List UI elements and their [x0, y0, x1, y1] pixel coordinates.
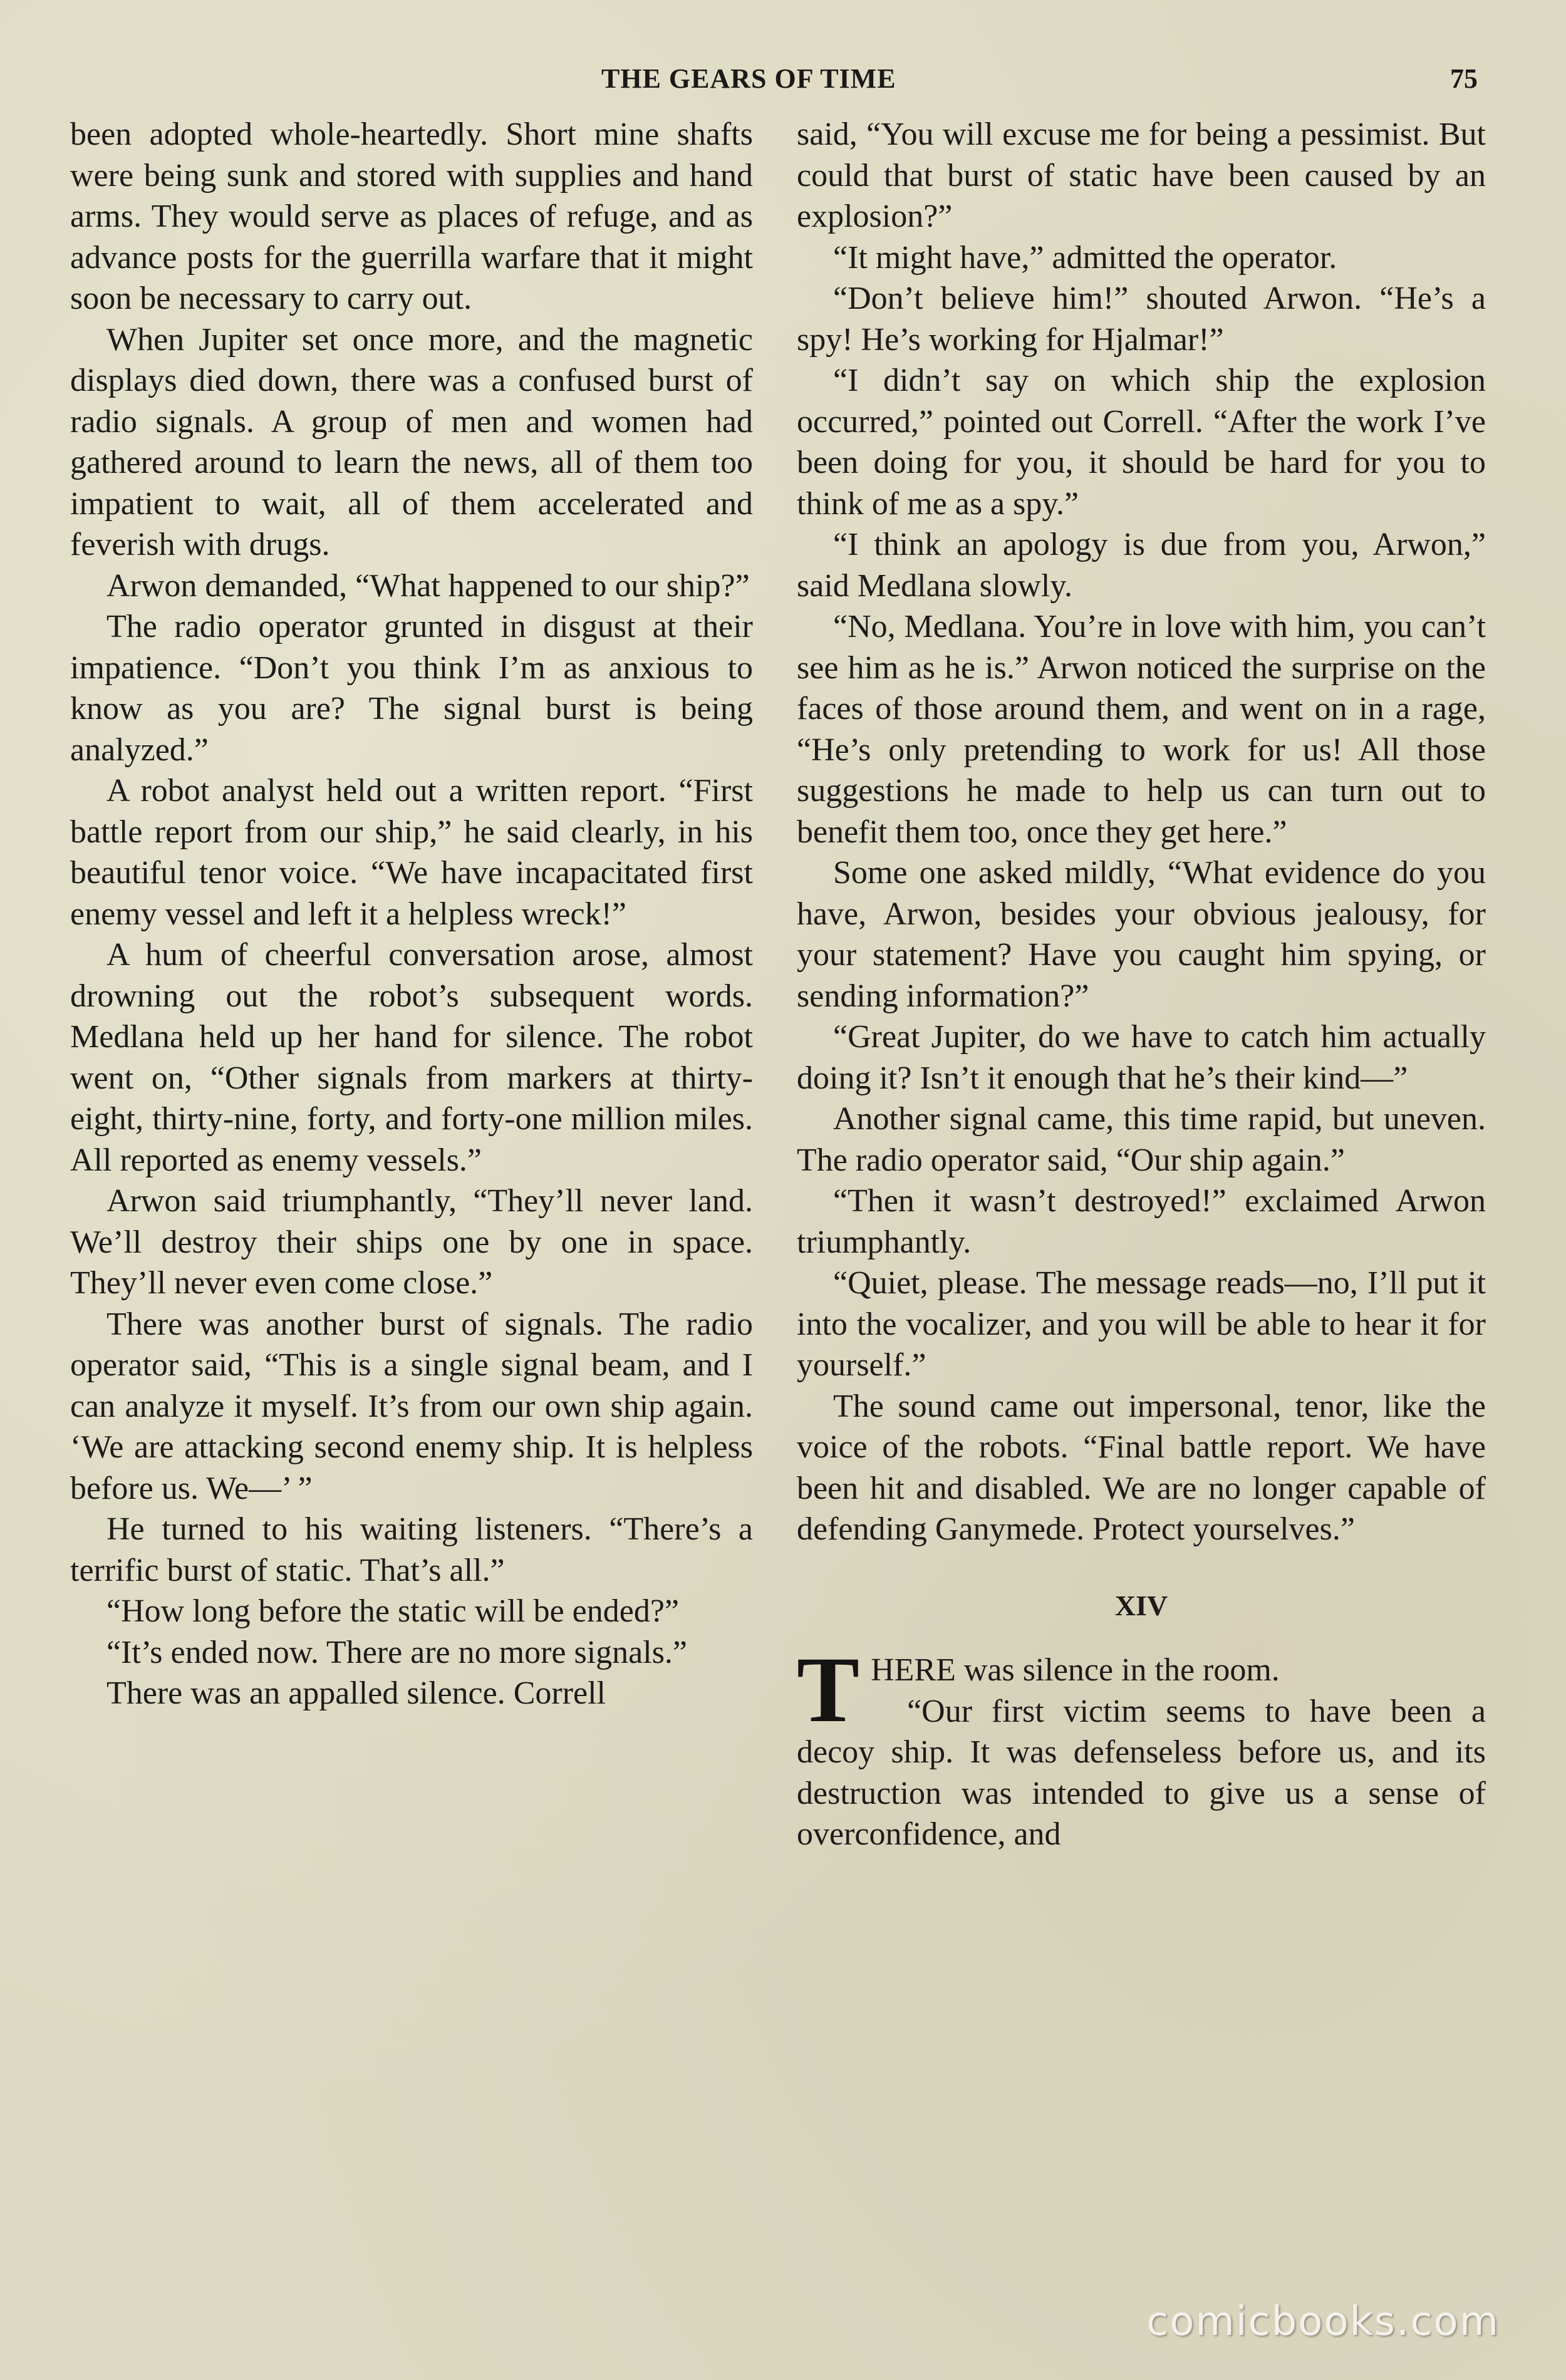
paragraph: “Don’t believe him!” shouted Arwon. “He’s a spy! He’s working for Hjalmar!” — [797, 281, 1486, 358]
page-number: 75 — [1450, 63, 1478, 94]
paragraph: He turned to his waiting listeners. “There’s a terrific burst of static. That’s all.” — [70, 1511, 753, 1588]
paragraph: Arwon demanded, “What happened to our ship?” — [106, 567, 750, 604]
paragraph: “Our first victim seems to have been a decoy ship. It was defenseless before us, and its destruction was intended to give us a sense of overconfidence, and — [797, 1693, 1486, 1852]
paragraph: “It’s ended now. There are no more signals.” — [106, 1634, 688, 1670]
site-watermark: comicbooks.com — [1146, 2299, 1500, 2345]
paragraph: Arwon said triumphantly, “They’ll never land. We’ll destroy their ships one by one in space. They’ll never even come close.” — [70, 1183, 753, 1301]
paragraph: “Great Jupiter, do we have to catch him actually doing it? Isn’t it enough that he’s their kind—” — [797, 1019, 1486, 1096]
paragraph: said, “You will excuse me for being a pessimist. But could that burst of static have been caused by an explosion?” — [797, 116, 1486, 234]
paragraph: The sound came out impersonal, tenor, like the voice of the robots. “Final battle report. We have been hit and disabled. We are no longer capable of defending Ganymede. Protect yourselves.” — [797, 1388, 1486, 1547]
chapter-opening-paragraph — [797, 1638, 1486, 1742]
chapter-opening-text: HERE was silence in the room. — [871, 1652, 1280, 1688]
paragraph: “Then it wasn’t destroyed!” exclaimed Arwon triumphantly. — [797, 1183, 1486, 1260]
paragraph: There was another burst of signals. The radio operator said, “This is a single signal beam, and I can analyze it myself. It’s from our own ship again. ‘We are attacking second enemy ship. It is helpless before us. We—’ ” — [70, 1306, 753, 1506]
right-column — [797, 114, 1486, 1855]
paragraph: “How long before the static will be ended?” — [106, 1593, 679, 1629]
paragraph: A robot analyst held out a written report. “First battle report from our ship,” he said clearly, in his beautiful tenor voice. “We have incapacitated first enemy vessel and left it a helpless wreck!” — [70, 773, 753, 932]
paragraph: Some one asked mildly, “What evidence do you have, Arwon, besides your obvious jealousy, for your statement? Have you caught him spying, or sending information?” — [797, 855, 1486, 1014]
chapter-heading: XIV — [1114, 1589, 1168, 1622]
paragraph: “Quiet, please. The message reads—no, I’ll put it into the vocalizer, and you will be able to hear it for yourself.” — [797, 1265, 1486, 1383]
paragraph: “I think an apology is due from you, Arwon,” said Medlana slowly. — [797, 527, 1486, 604]
paragraph: been adopted whole-heartedly. Short mine shafts were being sunk and stored with supplies and hand arms. They would serve as places of refuge, and as advance posts for the guerrilla warfare that it might soon be necessary to carry out. — [70, 116, 753, 316]
paragraph: There was an appalled silence. Correll — [106, 1675, 606, 1711]
paragraph: When Jupiter set once more, and the magnetic displays died down, there was a confused burst of radio signals. A group of men and women had gathered around to learn the news, all of them too impatient to wait, all of them accelerated and feverish with drugs. — [70, 321, 753, 562]
drop-cap: T — [797, 1638, 860, 1742]
running-title: THE GEARS OF TIME — [601, 63, 896, 94]
paragraph: “It might have,” admitted the operator. — [833, 239, 1337, 276]
paragraph: Another signal came, this time rapid, but uneven. The radio operator said, “Our ship again.” — [797, 1101, 1486, 1178]
paragraph: “I didn’t say on which ship the explosion occurred,” pointed out Correll. “After the work I’ve been doing for you, it should be hard for you to think of me as a spy.” — [797, 363, 1486, 522]
paragraph: “No, Medlana. You’re in love with him, you can’t see him as he is.” Arwon noticed the surprise on the faces of those around them, and went on in a rage, “He’s only pretending to work for us! All those suggestions he made to help us can turn out to benefit them too, once they get here.” — [797, 609, 1486, 850]
paragraph: The radio operator grunted in disgust at their impatience. “Don’t you think I’m as anxious to know as you are? The signal burst is being analyzed.” — [70, 609, 753, 768]
left-column — [70, 114, 753, 1714]
paragraph: A hum of cheerful conversation arose, almost drowning out the robot’s subsequent words. Medlana held up her hand for silence. The robot went on, “Other signals from markers at thirty-eight, thirty-nine, forty, and forty-one million miles. All reported as enemy vessels.” — [70, 937, 753, 1178]
